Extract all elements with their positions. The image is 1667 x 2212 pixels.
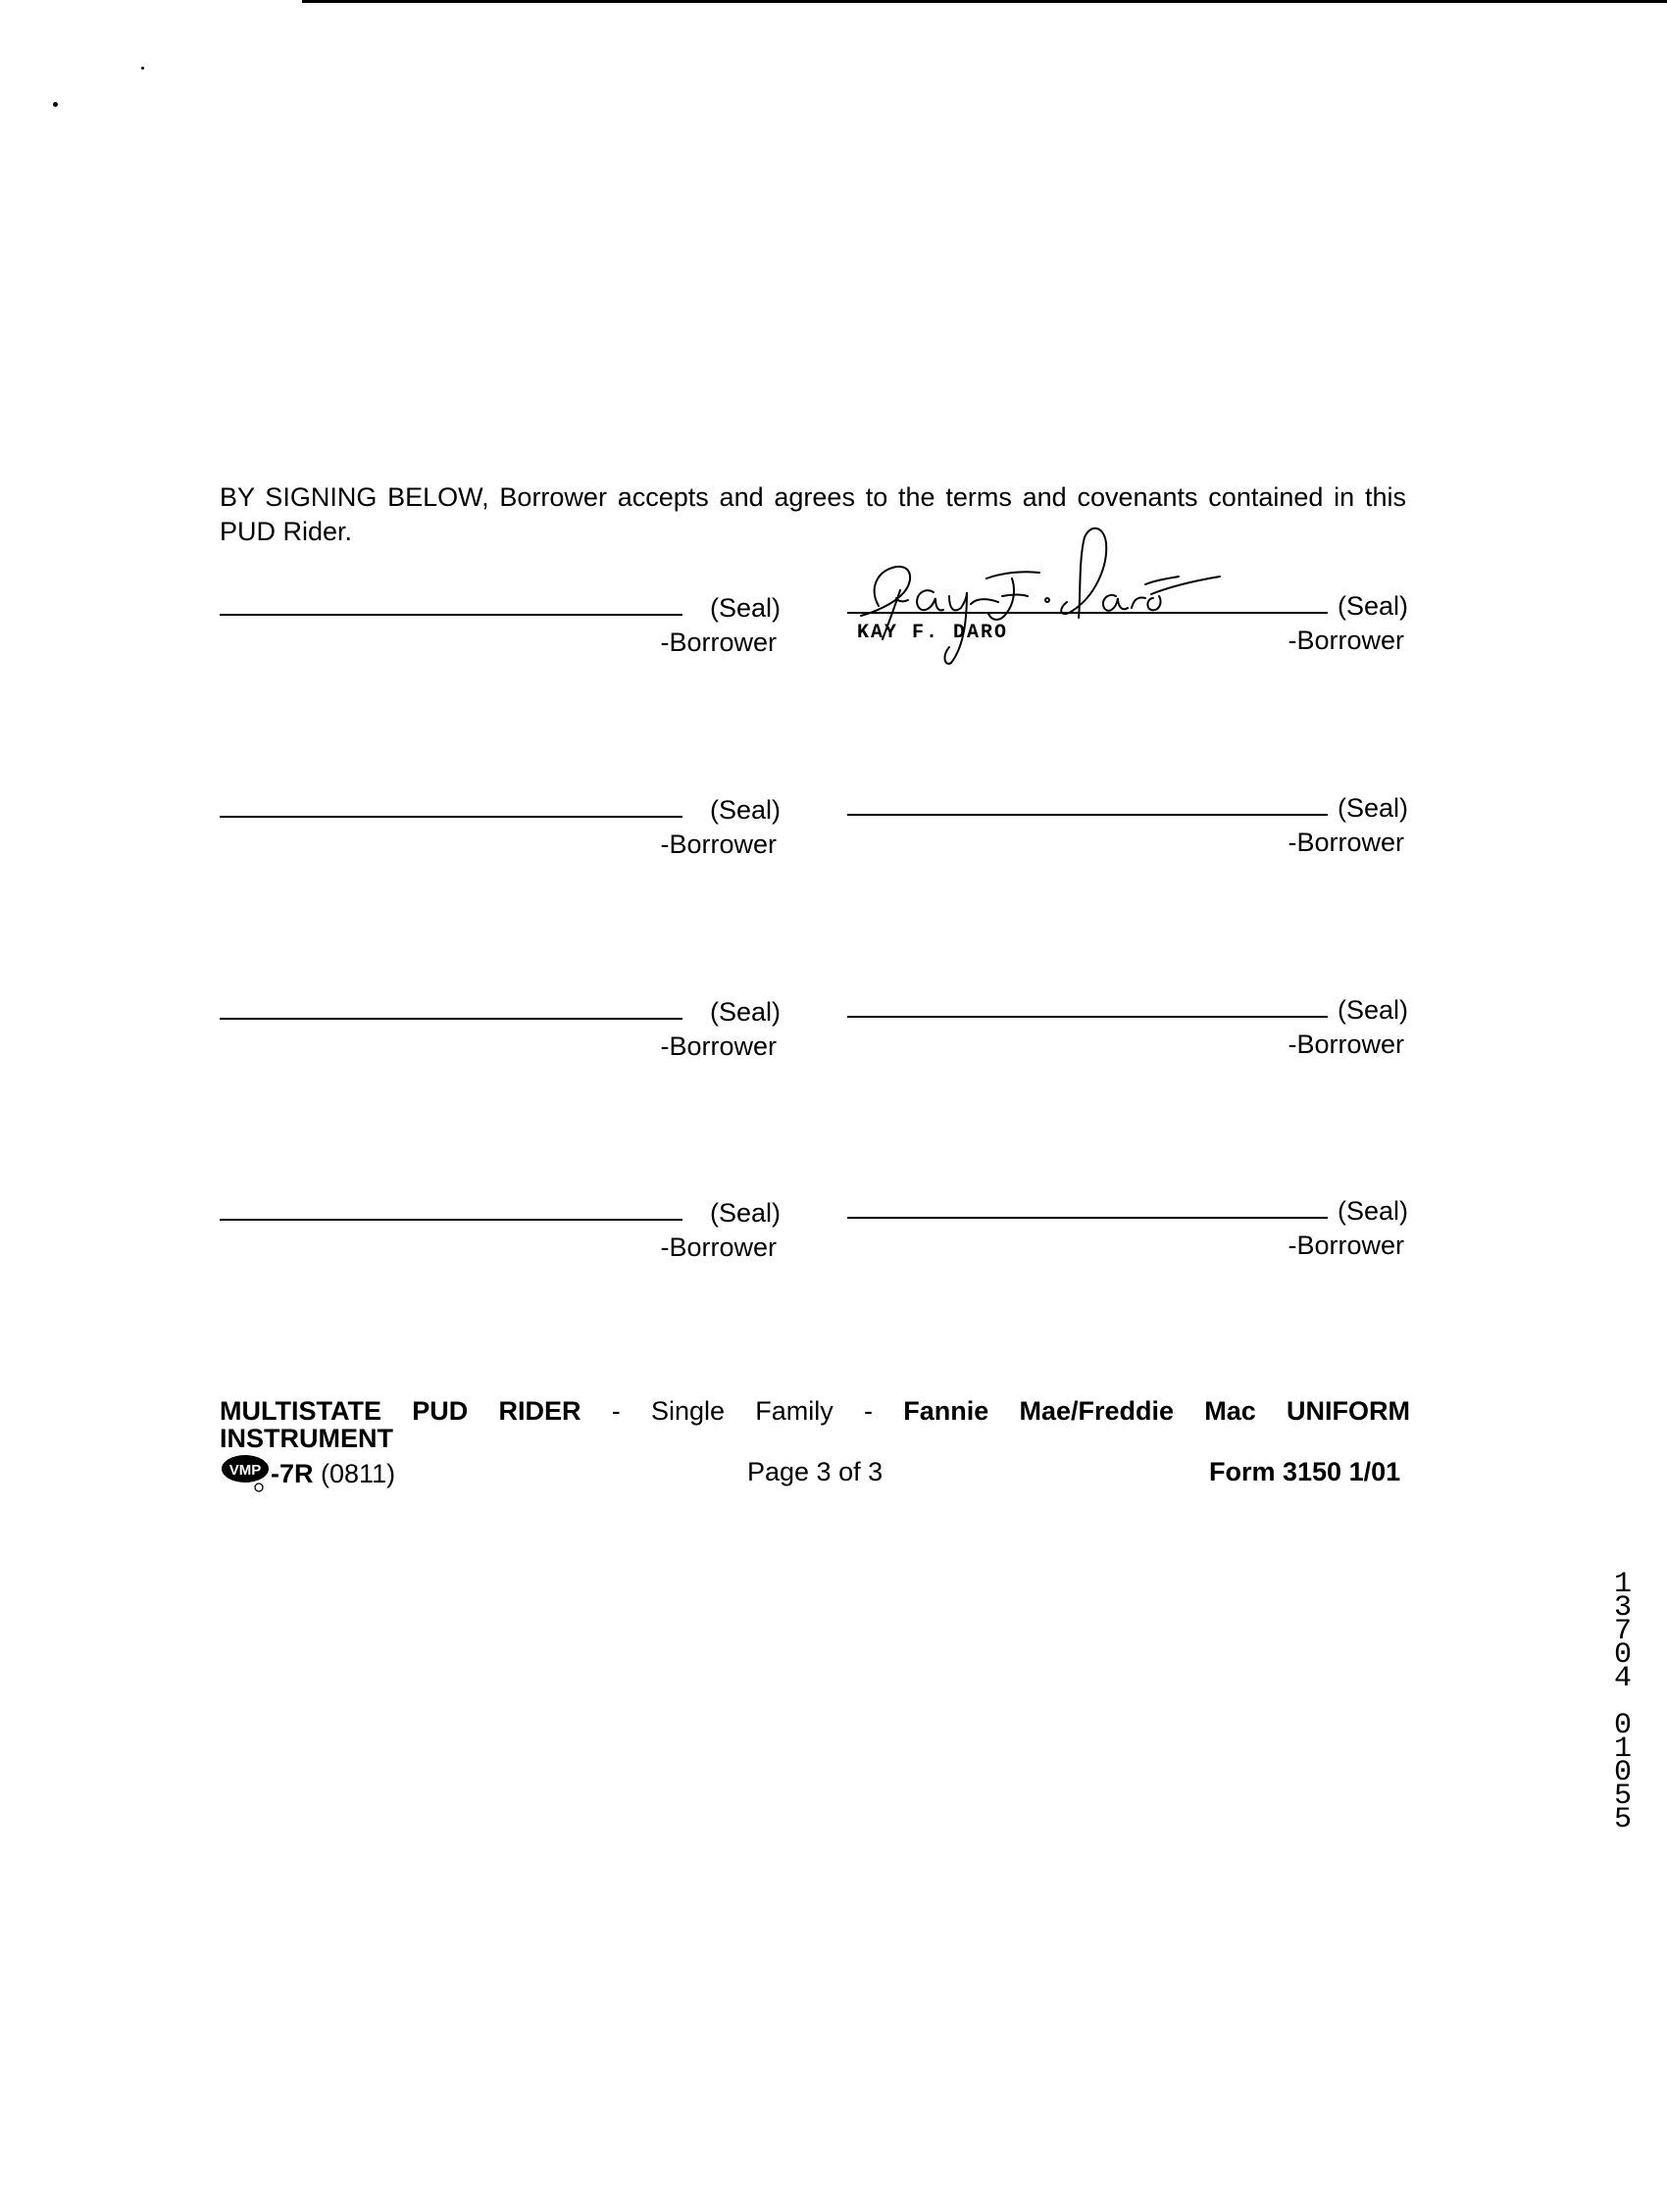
form-number: Form 3150 1/01 xyxy=(1209,1457,1401,1486)
borrower-label: -Borrower xyxy=(660,1232,777,1262)
title-word: - xyxy=(611,1396,621,1426)
margin-digit: 4 xyxy=(1613,1662,1632,1695)
form-code xyxy=(220,1456,395,1495)
borrower-label: -Borrower xyxy=(660,1031,777,1061)
title-word: Fannie xyxy=(903,1396,989,1426)
vmp-logo-icon xyxy=(220,1453,271,1492)
signature-line xyxy=(847,1217,1328,1219)
signature-line xyxy=(220,1219,682,1221)
borrower-label: -Borrower xyxy=(660,830,777,859)
seal-label: (Seal) xyxy=(1337,793,1408,823)
borrower-label: -Borrower xyxy=(1288,1231,1404,1260)
seal-label: (Seal) xyxy=(1337,591,1408,621)
page-number: Page 3 of 3 xyxy=(747,1457,884,1486)
signature-line xyxy=(220,1018,682,1020)
form-code-number: -7R xyxy=(271,1459,314,1489)
form-title xyxy=(220,1397,1410,1452)
scan-speck xyxy=(53,102,58,107)
borrower-label: -Borrower xyxy=(1288,1030,1404,1059)
margin-digit: 7 xyxy=(1613,1615,1632,1648)
margin-digit: 1 xyxy=(1613,1733,1632,1766)
signature-line xyxy=(220,816,682,818)
title-word: MULTISTATE xyxy=(220,1396,381,1426)
scan-speck xyxy=(141,67,144,70)
margin-digit: 5 xyxy=(1613,1803,1632,1836)
signature-block-4 xyxy=(847,775,1408,857)
signature-line xyxy=(847,1016,1328,1018)
seal-label: (Seal) xyxy=(709,1198,781,1228)
title-word: Family xyxy=(755,1396,834,1426)
seal-label: (Seal) xyxy=(1337,995,1408,1025)
margin-digit: 5 xyxy=(1613,1780,1632,1813)
signature-line xyxy=(847,814,1328,816)
margin-digit: 0 xyxy=(1613,1638,1632,1672)
signature-block-8 xyxy=(847,1178,1408,1260)
signature-line xyxy=(220,614,682,616)
margin-digit: 0 xyxy=(1613,1756,1632,1789)
title-word: Single xyxy=(650,1396,725,1426)
seal-label: (Seal) xyxy=(709,795,781,825)
signature-line xyxy=(847,612,1328,614)
margin-document-number xyxy=(1608,1568,1638,1836)
title-word: - xyxy=(863,1396,873,1426)
top-edge-rule xyxy=(302,0,1667,3)
signature-block-7 xyxy=(220,1180,781,1262)
signature-block-6 xyxy=(847,977,1408,1059)
borrower-label: -Borrower xyxy=(1288,626,1404,655)
seal-label: (Seal) xyxy=(1337,1196,1408,1226)
form-code-date: (0811) xyxy=(321,1459,396,1489)
title-word: PUD xyxy=(412,1396,469,1426)
borrower-label: -Borrower xyxy=(660,628,777,657)
title-word: Mae/Freddie xyxy=(1019,1396,1174,1426)
signing-statement: BY SIGNING BELOW, Borrower accepts and agrees to the terms and covenants contained in this PUD Rider. xyxy=(220,482,1406,546)
seal-label: (Seal) xyxy=(709,997,781,1027)
signature-block-1 xyxy=(220,575,781,657)
seal-label: (Seal) xyxy=(709,593,781,623)
title-word: UNIFORM xyxy=(1287,1396,1410,1426)
signer-name: KAY F. DARO xyxy=(857,622,1009,644)
borrower-label: -Borrower xyxy=(1288,828,1404,857)
signature-block-5 xyxy=(220,979,781,1061)
handwritten-signature-kay-f-daro xyxy=(839,520,1232,667)
margin-digit: 3 xyxy=(1613,1591,1632,1625)
signature-block-3 xyxy=(220,777,781,859)
title-word: Mac xyxy=(1204,1396,1256,1426)
title-line-2: INSTRUMENT xyxy=(220,1424,393,1453)
signature-block-2 xyxy=(847,573,1408,655)
margin-digit: 0 xyxy=(1613,1709,1632,1742)
vmp-logo-text: VMP xyxy=(228,1462,262,1479)
margin-digit: 1 xyxy=(1613,1568,1632,1601)
title-word: RIDER xyxy=(498,1396,581,1426)
